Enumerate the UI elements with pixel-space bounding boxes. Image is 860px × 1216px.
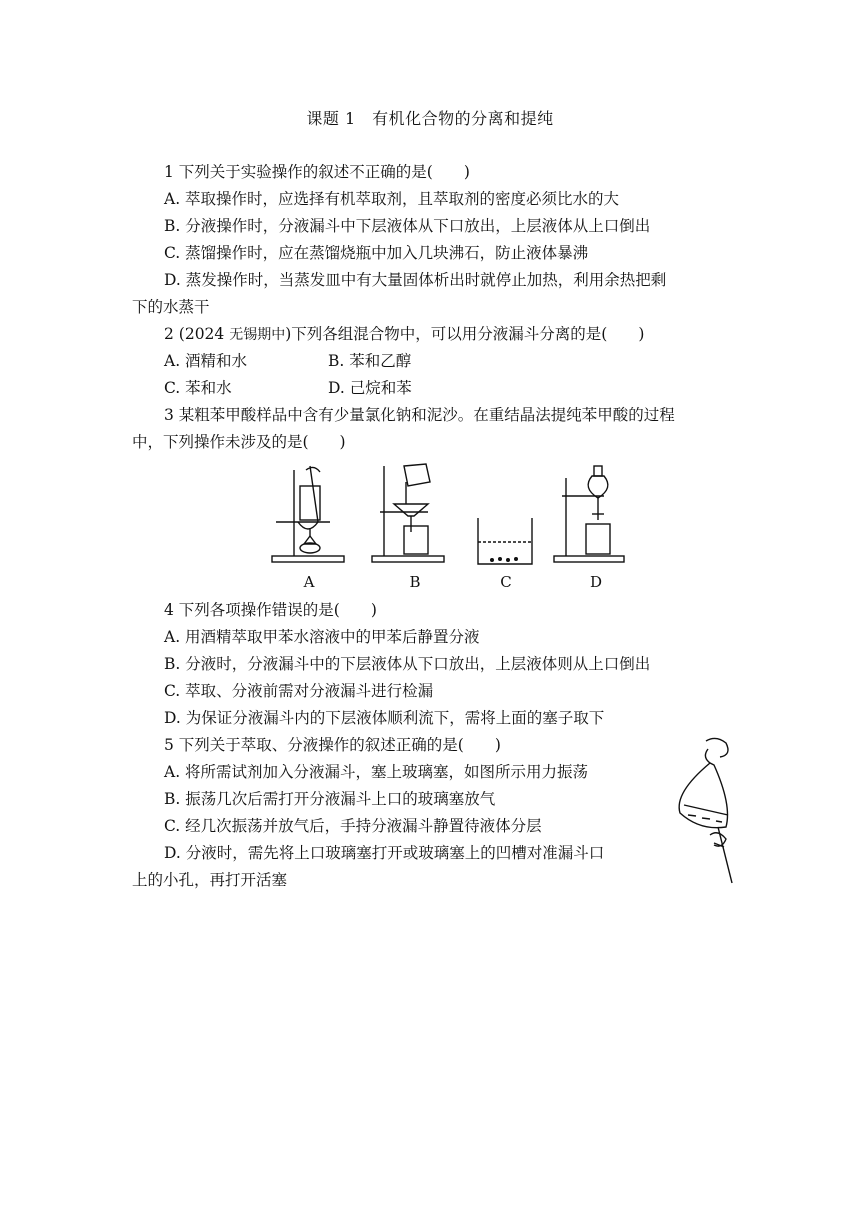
shaking-funnel-figure (670, 735, 740, 887)
q1-option-d-cont: 下的水蒸干 (132, 298, 210, 316)
q2-option-d: D. 己烷和苯 (328, 379, 412, 397)
q2-option-c: C. 苯和水 (164, 379, 232, 397)
q4-option-c: C. 萃取、分液前需对分液漏斗进行检漏 (164, 682, 434, 700)
apparatus-d-separation-figure (552, 458, 636, 566)
figure-label-d: D (589, 573, 603, 591)
q2-stem (164, 324, 644, 345)
apparatus-c-crystallization-figure (474, 512, 536, 567)
q4-option-a: A. 用酒精萃取甲苯水溶液中的甲苯后静置分液 (164, 628, 480, 646)
q5-option-d-cont: 上的小孔，再打开活塞 (132, 871, 288, 889)
apparatus-b-filtration-figure (370, 460, 450, 565)
apparatus-a-evaporation-figure (270, 460, 348, 565)
q5-option-c: C. 经几次振荡并放气后，手持分液漏斗静置待液体分层 (164, 817, 542, 835)
q2-option-b: B. 苯和乙醇 (328, 352, 412, 370)
q2-stem-prefix: 2 (2024 (164, 325, 230, 343)
q1-stem: 1 下列关于实验操作的叙述不正确的是( ) (164, 163, 470, 181)
figure-label-c: C (500, 573, 512, 591)
q4-stem: 4 下列各项操作错误的是( ) (164, 601, 377, 619)
q1-option-a: A. 萃取操作时，应选择有机萃取剂，且萃取剂的密度必须比水的大 (164, 190, 620, 208)
q1-option-d: D. 蒸发操作时，当蒸发皿中有大量固体析出时就停止加热，利用余热把剩 (164, 271, 667, 289)
q2-stem-suffix: )下列各组混合物中，可以用分液漏斗分离的是( ) (285, 325, 645, 343)
q5-option-b: B. 振荡几次后需打开分液漏斗上口的玻璃塞放气 (164, 790, 496, 808)
q3-stem: 3 某粗苯甲酸样品中含有少量氯化钠和泥沙。在重结晶法提纯苯甲酸的过程 (164, 406, 675, 424)
q5-option-d: D. 分液时，需先将上口玻璃塞打开或玻璃塞上的凹槽对准漏斗口 (164, 844, 605, 862)
q3-stem-cont: 中，下列操作未涉及的是( ) (132, 433, 346, 451)
q5-stem: 5 下列关于萃取、分液操作的叙述正确的是( ) (164, 736, 501, 754)
q2-source-tag: 无锡期中 (229, 327, 286, 343)
q1-option-c: C. 蒸馏操作时，应在蒸馏烧瓶中加入几块沸石，防止液体暴沸 (164, 244, 589, 262)
q4-option-b: B. 分液时，分液漏斗中的下层液体从下口放出，上层液体则从上口倒出 (164, 655, 651, 673)
page-title: 课题 1 有机化合物的分离和提纯 (306, 109, 554, 128)
figure-label-a: A (303, 573, 315, 591)
q2-option-a: A. 酒精和水 (164, 352, 248, 370)
q5-option-a: A. 将所需试剂加入分液漏斗，塞上玻璃塞，如图所示用力振荡 (164, 763, 589, 781)
q4-option-d: D. 为保证分液漏斗内的下层液体顺利流下，需将上面的塞子取下 (164, 709, 605, 727)
q1-option-b: B. 分液操作时，分液漏斗中下层液体从下口放出，上层液体从上口倒出 (164, 217, 651, 235)
figure-label-b: B (409, 573, 421, 591)
